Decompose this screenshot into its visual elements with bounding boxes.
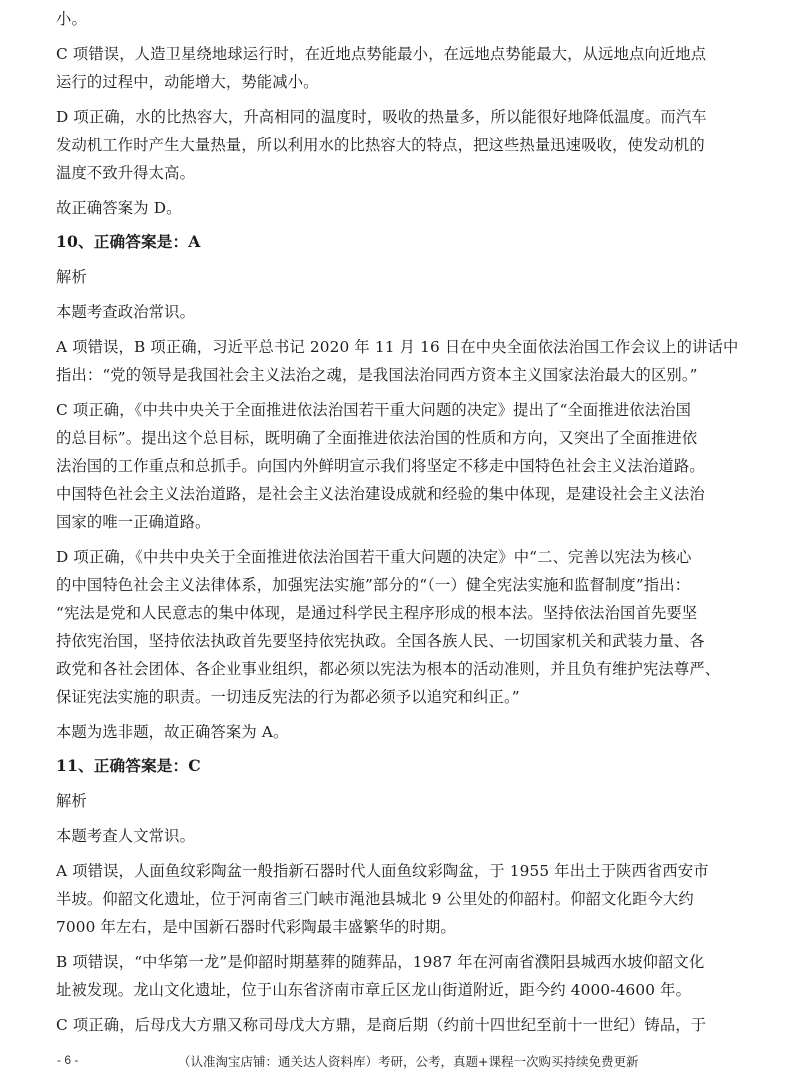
- text-line: 国家的唯一正确道路。: [56, 513, 211, 531]
- text-line: 本题为选非题，故正确答案为 A。: [56, 723, 289, 741]
- text-line: 中国特色社会主义法治道路，是社会主义法治建设成就和经验的集中体现，是建设社会主义法治: [56, 485, 705, 503]
- text-line: C 项正确，后母戊大方鼎又称司母戊大方鼎，是商后期（约前十四世纪至前十一世纪）铸品，于: [56, 1016, 707, 1034]
- text-line: 政党和各社会团体、各企业事业组织，都必须以宪法为根本的活动准则，并且负有维护宪法尊严、: [56, 660, 721, 678]
- text-line: 法治国的工作重点和总抓手。向国内外鲜明宣示我们将坚定不移走中国特色社会主义法治道路。: [56, 457, 705, 475]
- text-line: 的总目标”。提出这个总目标，既明确了全面推进依法治国的性质和方向，又突出了全面推进依: [56, 429, 698, 447]
- text-line: 解析: [56, 792, 87, 810]
- text-line: “宪法是党和人民意志的集中体现，是通过科学民主程序形成的根本法。坚持依法治国首先要坚: [56, 604, 698, 622]
- text-line: 小。: [56, 10, 87, 28]
- text-line: 7000 年左右，是中国新石器时代彩陶最丰盛繁华的时期。: [56, 918, 456, 936]
- text-line: A 项错误，人面鱼纹彩陶盆一般指新石器时代人面鱼纹彩陶盆，于 1955 年出土于陕西省西安市: [56, 862, 709, 880]
- text-line: D 项正确，水的比热容大，升高相同的温度时，吸收的热量多，所以能很好地降低温度。而汽车: [56, 108, 707, 126]
- page-number: - 6 -: [57, 1053, 79, 1067]
- text-line: B 项错误，“中华第一龙”是仰韶时期墓葬的随葬品，1987 年在河南省濮阳县城西水坡仰韶文化: [56, 953, 705, 971]
- text-line: C 项错误，人造卫星绕地球运行时，在近地点势能最小，在远地点势能最大，从远地点向近地点: [56, 45, 707, 63]
- text-line: 址被发现。龙山文化遗址，位于山东省济南市章丘区龙山街道附近，距今约 4000-4600 年。: [56, 981, 692, 999]
- text-line: 半坡。仰韶文化遗址，位于河南省三门峡市渑池县城北 9 公里处的仰韶村。仰韶文化距今大约: [56, 890, 694, 908]
- text-line: 发动机工作时产生大量热量，所以利用水的比热容大的特点，把这些热量迅速吸收，使发动机的: [56, 136, 705, 154]
- answer-heading: 10、正确答案是：A: [56, 232, 201, 251]
- text-line: 的中国特色社会主义法律体系，加强宪法实施”部分的“（一）健全宪法实施和监督制度”指出：: [56, 576, 691, 594]
- text-line: 持依宪治国，坚持依法执政首先要坚持依宪执政。全国各族人民、一切国家机关和武装力量、各: [56, 632, 705, 650]
- text-line: D 项正确，《中共中央关于全面推进依法治国若干重大问题的决定》中“二、完善以宪法为核心: [56, 548, 692, 566]
- text-line: C 项正确，《中共中央关于全面推进依法治国若干重大问题的决定》提出了“全面推进依法治国: [56, 401, 692, 419]
- text-line: A 项错误，B 项正确，习近平总书记 2020 年 11 月 16 日在中央全面依法治国工作会议上的讲话中: [56, 338, 739, 356]
- answer-heading: 11、正确答案是：C: [56, 756, 201, 775]
- text-line: 本题考查人文常识。: [56, 827, 196, 845]
- text-line: 本题考查政治常识。: [56, 303, 196, 321]
- text-line: 保证宪法实施的职责。一切违反宪法的行为都必须予以追究和纠正。”: [56, 688, 520, 706]
- text-line: 指出：“党的领导是我国社会主义法治之魂，是我国法治同西方资本主义国家法治最大的区别。”: [56, 366, 698, 384]
- text-line: 运行的过程中，动能增大，势能减小。: [56, 73, 319, 91]
- text-line: 温度不致升得太高。: [56, 164, 196, 182]
- footer-note: （认准淘宝店铺：通关达人资料库）考研，公考，真题+课程一次购买持续免费更新: [178, 1054, 639, 1069]
- text-line: 解析: [56, 268, 87, 286]
- text-line: 故正确答案为 D。: [56, 199, 182, 217]
